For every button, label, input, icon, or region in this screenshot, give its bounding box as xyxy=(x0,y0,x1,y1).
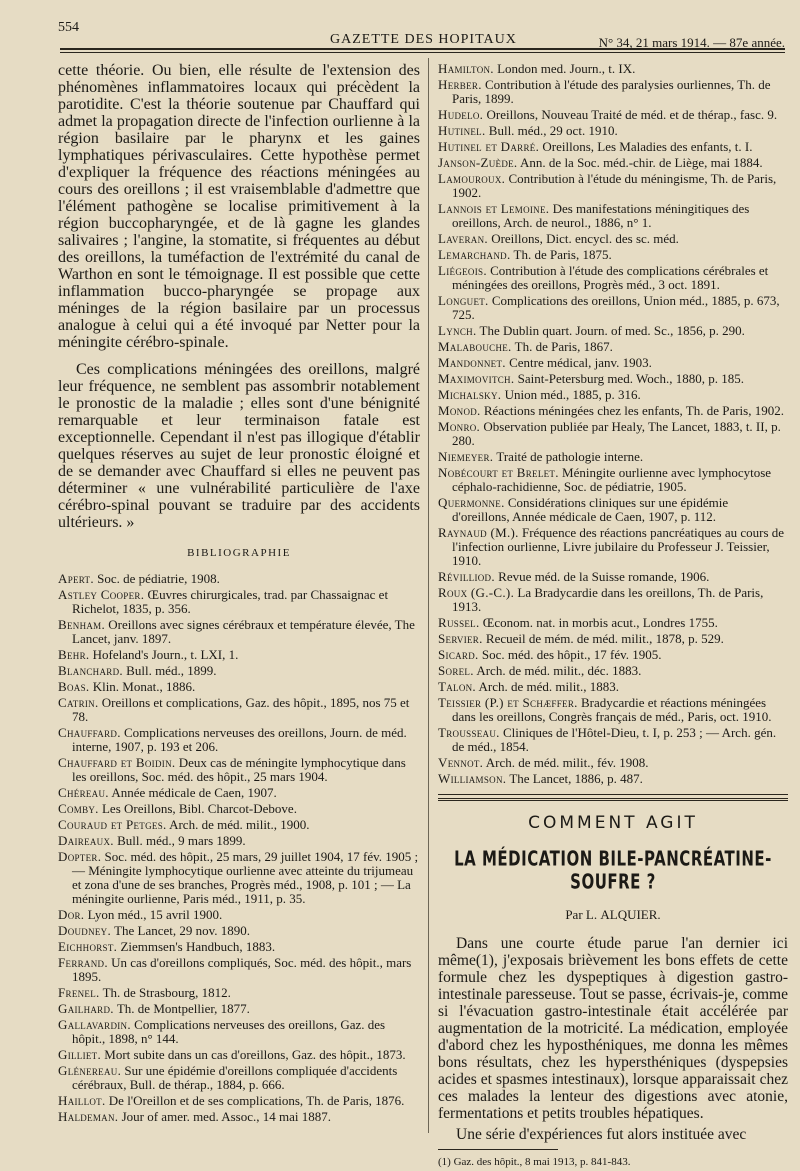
bibliography-entry xyxy=(438,404,788,418)
reference-author: Comby. xyxy=(58,801,99,816)
issue-info: N° 34, 21 mars 1914. — 87e année. xyxy=(598,35,785,50)
bibliography-entry xyxy=(58,648,420,662)
reference-text: The Lancet, 29 nov. 1890. xyxy=(114,923,251,938)
reference-text: Complications nerveuses des oreillons, Gaz. des hôpit., 1898, n° 144. xyxy=(72,1017,386,1046)
reference-author: Révilliod. xyxy=(438,569,495,584)
reference-author: Hamilton. xyxy=(438,61,494,76)
reference-text: Œconom. nat. in morbis acut., Londres 1755. xyxy=(482,615,718,630)
reference-text: Bull. méd., 9 mars 1899. xyxy=(117,833,246,848)
bibliography-entry xyxy=(438,248,788,262)
reference-text: Méningite ourlienne avec lymphocytose céphalo-rachidienne, Soc. de pédiatrie, 1905. xyxy=(452,465,772,494)
reference-text: Fréquence des réactions pancréatiques au cours de l'infection ourlienne, Livre jubilaire du Professeur J. Teissier, 1910. xyxy=(452,525,785,568)
reference-text: Saint-Petersburg med. Woch., 1880, p. 185. xyxy=(517,371,744,386)
bibliography-entry xyxy=(58,834,420,848)
reference-author: Roux (G.-C.). xyxy=(438,585,515,600)
bibliography-entry xyxy=(438,372,788,386)
reference-text: Th. de Montpellier, 1877. xyxy=(116,1001,250,1016)
bibliography-entry xyxy=(438,570,788,584)
right-column xyxy=(438,62,788,1171)
reference-author: Apert. xyxy=(58,571,94,586)
bibliography-entry xyxy=(438,340,788,354)
bibliography-entry xyxy=(438,108,788,122)
reference-text: Bull. méd., 1899. xyxy=(126,663,217,678)
bibliography-entry xyxy=(438,726,788,754)
reference-text: De l'Oreillon et de ses complications, Th. de Paris, 1876. xyxy=(108,1093,405,1108)
reference-author: Lynch. xyxy=(438,323,477,338)
bibliography-entry xyxy=(438,680,788,694)
bibliography-entry xyxy=(438,586,788,614)
reference-text: Soc. de pédiatrie, 1908. xyxy=(97,571,220,586)
reference-author: Laveran. xyxy=(438,231,488,246)
reference-text: Arch. de méd. milit., 1900. xyxy=(169,817,310,832)
reference-author: Monod. xyxy=(438,403,481,418)
bibliography-entry xyxy=(438,356,788,370)
bibliography-entry xyxy=(438,772,788,786)
reference-text: Contribution à l'étude du méningisme, Th. de Paris, 1902. xyxy=(452,171,777,200)
bibliography-entry xyxy=(58,726,420,754)
reference-author: Chéreau. xyxy=(58,785,109,800)
body-paragraph: cette théorie. Ou bien, elle résulte de l'extension des phénomènes inflammatoires locaux qui précèdent la parotidite. C'est la théorie soutenue par Chauffard qui admet la propagation directe de l'infection ourlienne à la région basilaire par le pharynx et les gaines lymphatiques périvasculaires. Cette hypothèse permet d'expliquer la fréquence des réactions méningées au cours des oreillons ; il est vraisemblable d'admettre que l'élément pathogène se localise primitivement à la région buccopharyngée, et de là gagne les glandes salivaires ; l'angine, la stomatite, si fréquentes au début des oreillons, la tuméfaction de l'extrémité du canal de Warthon en sont le témoignage. Il est possible que cette inflammation bucco-pharyngée se propage aux méninges de la région basilaire par un processus analogue à celui qui a été invoqué par Netter pour la méningite cérébro-spinale. xyxy=(58,62,420,351)
reference-text: Contribution à l'étude des paralysies ourliennes, Th. de Paris, 1899. xyxy=(452,77,771,106)
reference-author: Janson-Zuède. xyxy=(438,155,518,170)
reference-author: Haillot. xyxy=(58,1093,106,1108)
bibliography-entry xyxy=(438,632,788,646)
reference-text: Soc. méd. des hôpit., 17 fév. 1905. xyxy=(481,647,662,662)
reference-text: Ziemmsen's Handbuch, 1883. xyxy=(120,939,276,954)
body-paragraph: Ces complications méningées des oreillons, malgré leur fréquence, ne semblent pas assombrir notablement le pronostic de la maladie ; elles sont d'une bénignité remarquable et leur terminaison fatale est exceptionnelle. Cependant il n'est pas illogique d'établir quelques réserves au sujet de leur pronostic éloigné et de se demander avec Chauffard si elles ne peuvent pas déterminer « une vulnérabilité particulière de l'axe cérébro-spinal pouvant se traduire par des accidents ultérieurs. » xyxy=(58,361,420,531)
reference-author: Liégeois. xyxy=(438,263,487,278)
reference-author: Maximovitch. xyxy=(438,371,515,386)
reference-author: Dopter. xyxy=(58,849,102,864)
reference-text: Lyon méd., 15 avril 1900. xyxy=(87,907,223,922)
bibliography-entry xyxy=(58,924,420,938)
reference-author: Mandonnet. xyxy=(438,355,506,370)
reference-author: Lamouroux. xyxy=(438,171,506,186)
reference-author: Niemeyer. xyxy=(438,449,494,464)
article-title: LA MÉDICATION BILE-PANCRÉATINE-SOUFRE ? xyxy=(454,846,772,894)
reference-text: Bull. méd., 29 oct. 1910. xyxy=(488,123,618,138)
reference-author: Longuet. xyxy=(438,293,489,308)
reference-author: Eichhorst. xyxy=(58,939,118,954)
bibliography-entry xyxy=(58,850,420,906)
reference-author: Couraud et Petges. xyxy=(58,817,167,832)
bibliography-entry xyxy=(438,388,788,402)
reference-author: Daireaux. xyxy=(58,833,114,848)
reference-author: Chauffard et Boidin. xyxy=(58,755,176,770)
reference-text: Sur une épidémie d'oreillons compliquée d'accidents cérébraux, Bull. de thérap., 1884, p. 666. xyxy=(72,1063,398,1092)
bibliography-entry xyxy=(438,450,788,464)
reference-text: Arch. de méd. milit., déc. 1883. xyxy=(476,663,642,678)
bibliography-entry xyxy=(438,78,788,106)
bibliography-entry xyxy=(58,1018,420,1046)
bibliography-entry xyxy=(438,526,788,568)
reference-text: Complications nerveuses des oreillons, Journ. de méd. interne, 1907, p. 193 et 206. xyxy=(72,725,407,754)
reference-text: Revue méd. de la Suisse romande, 1906. xyxy=(498,569,710,584)
bibliography-entry xyxy=(58,986,420,1000)
reference-text: Oreillons avec signes cérébraux et température élevée, The Lancet, janv. 1897. xyxy=(72,617,415,646)
reference-text: Union méd., 1885, p. 316. xyxy=(504,387,641,402)
reference-text: Arch. de méd. milit., 1883. xyxy=(478,679,619,694)
bibliography-entry xyxy=(438,616,788,630)
reference-author: Vennot. xyxy=(438,755,484,770)
reference-author: Benham. xyxy=(58,617,106,632)
bibliography-entry xyxy=(58,1094,420,1108)
reference-author: Herber. xyxy=(438,77,482,92)
bibliography-entry xyxy=(438,696,788,724)
reference-author: Blanchard. xyxy=(58,663,123,678)
bibliography-list xyxy=(58,572,420,1124)
bibliography-entry xyxy=(438,648,788,662)
bibliography-entry xyxy=(438,466,788,494)
reference-text: Ann. de la Soc. méd.-chir. de Liège, mai 1884. xyxy=(520,155,763,170)
reference-author: Behr. xyxy=(58,647,90,662)
reference-author: Lannois et Lemoine. xyxy=(438,201,550,216)
bibliography-entry xyxy=(58,588,420,616)
reference-text: Soc. méd. des hôpit., 25 mars, 29 juillet 1904, 17 fév. 1905 ; — Méningite lymphocytique ourlienne avec atteinte du trijumeau et zona d'une de ses branches, Progrès méd., 1908, p. 101 ; — La méningite ourlienne, Paris méd., 1911, p. 35. xyxy=(72,849,419,906)
reference-author: Boas. xyxy=(58,679,90,694)
bibliography-entry xyxy=(438,62,788,76)
reference-author: Astley Cooper. xyxy=(58,587,145,602)
reference-author: Michalsky. xyxy=(438,387,502,402)
bibliography-entry xyxy=(58,680,420,694)
reference-author: Raynaud (M.). xyxy=(438,525,519,540)
reference-text: Jour of amer. med. Assoc., 14 mai 1887. xyxy=(121,1109,332,1124)
bibliography-entry xyxy=(438,124,788,138)
bibliography-entry xyxy=(438,232,788,246)
bibliography-entry xyxy=(58,1002,420,1016)
reference-author: Monro. xyxy=(438,419,481,434)
reference-text: Centre médical, janv. 1903. xyxy=(509,355,652,370)
reference-author: Chauffard. xyxy=(58,725,121,740)
bibliography-entry xyxy=(438,294,788,322)
page-number: 554 xyxy=(58,20,79,35)
reference-text: Oreillons et complications, Gaz. des hôpit., 1895, nos 75 et 78. xyxy=(72,695,410,724)
reference-text: Année médicale de Caen, 1907. xyxy=(111,785,277,800)
bibliography-entry xyxy=(58,818,420,832)
reference-text: Th. de Strasbourg, 1812. xyxy=(102,985,231,1000)
reference-author: Gilliet. xyxy=(58,1047,102,1062)
article-paragraph: Une série d'expériences fut alors instituée avec xyxy=(456,1126,747,1143)
reference-author: Quermonne. xyxy=(438,495,505,510)
reference-text: Th. de Paris, 1867. xyxy=(514,339,613,354)
reference-text: Cliniques de l'Hôtel-Dieu, t. I, p. 253 ; — Arch. gén. de méd., 1854. xyxy=(452,725,777,754)
bibliography-entry xyxy=(58,756,420,784)
reference-text: Recueil de mém. de méd. milit., 1878, p. 529. xyxy=(485,631,724,646)
reference-author: Malabouche. xyxy=(438,339,512,354)
bibliography-entry xyxy=(58,1048,420,1062)
section-rule xyxy=(438,794,788,795)
reference-author: Servier. xyxy=(438,631,483,646)
bibliography-entry xyxy=(438,756,788,770)
reference-text: London med. Journ., t. IX. xyxy=(497,61,636,76)
bibliography-entry xyxy=(438,140,788,154)
reference-text: Deux cas de méningite lymphocytique dans les oreillons, Soc. méd. des hôpit., 25 mars 1904. xyxy=(72,755,406,784)
reference-text: Observation publiée par Healy, The Lancet, 1883, t. II, p. 280. xyxy=(452,419,781,448)
article-author xyxy=(438,906,788,923)
bibliography-entry xyxy=(58,664,420,678)
footnote-rule xyxy=(438,1149,558,1150)
column-divider xyxy=(428,58,429,1133)
bibliography-entry xyxy=(58,572,420,586)
reference-author: Williamson. xyxy=(438,771,507,786)
reference-text: Bradycardie et réactions méningées dans les oreillons, Congrès français de méd., Paris, oct. 1910. xyxy=(452,695,772,724)
reference-text: Œuvres chirurgicales, trad. par Chassaignac et Richelot, 1835, p. 356. xyxy=(72,587,389,616)
footnote: (1) Gaz. des hôpit., 8 mai 1913, p. 841-843. xyxy=(438,1156,631,1168)
article-heading: COMMENT AGIT xyxy=(528,813,698,833)
left-column xyxy=(58,62,420,1126)
bibliography-list-continued xyxy=(438,62,788,786)
reference-text: The Dublin quart. Journ. of med. Sc., 1856, p. 290. xyxy=(479,323,745,338)
bibliography-entry xyxy=(438,264,788,292)
reference-author: Trousseau. xyxy=(438,725,500,740)
bibliography-entry xyxy=(58,908,420,922)
bibliography-entry xyxy=(58,786,420,800)
reference-author: Hutinel. xyxy=(438,123,486,138)
reference-author: Dor. xyxy=(58,907,85,922)
reference-text: Les Oreillons, Bibl. Charcot-Debove. xyxy=(101,801,297,816)
reference-text: Oreillons, Nouveau Traité de méd. et de thérap., fasc. 9. xyxy=(486,107,778,122)
reference-text: Hofeland's Journ., t. LXI, 1. xyxy=(92,647,239,662)
bibliography-entry xyxy=(58,802,420,816)
reference-author: Gailhard. xyxy=(58,1001,114,1016)
reference-text: Considérations cliniques sur une épidémie d'oreillons, Année médicale de Caen, 1907, p. 112. xyxy=(452,495,729,524)
bibliography-entry xyxy=(438,324,788,338)
bibliography-entry xyxy=(58,940,420,954)
reference-author: Gallavardin. xyxy=(58,1017,131,1032)
reference-text: Oreillons, Dict. encycl. des sc. méd. xyxy=(491,231,679,246)
reference-text: Oreillons, Les Maladies des enfants, t. I. xyxy=(542,139,753,154)
reference-author: Sorel. xyxy=(438,663,474,678)
bibliography-entry xyxy=(438,496,788,524)
reference-text: The Lancet, 1886, p. 487. xyxy=(509,771,643,786)
reference-text: Réactions méningées chez les enfants, Th. de Paris, 1902. xyxy=(483,403,784,418)
bibliography-heading: BIBLIOGRAPHIE xyxy=(187,547,291,559)
bibliography-entry xyxy=(438,172,788,200)
reference-author: Haldeman. xyxy=(58,1109,119,1124)
header-rule xyxy=(60,48,785,50)
bibliography-entry xyxy=(438,156,788,170)
author-name: ALQUIER. xyxy=(600,907,661,922)
page-header xyxy=(50,16,785,50)
reference-author: Sicard. xyxy=(438,647,479,662)
bibliography-entry xyxy=(58,1110,420,1124)
reference-text: Th. de Paris, 1875. xyxy=(513,247,612,262)
reference-text: Mort subite dans un cas d'oreillons, Gaz. des hôpit., 1873. xyxy=(104,1047,406,1062)
reference-author: Catrin. xyxy=(58,695,99,710)
reference-author: Teissier (P.) et Schæffer. xyxy=(438,695,578,710)
reference-text: Complications des oreillons, Union méd., 1885, p. 673, 725. xyxy=(452,293,780,322)
reference-author: Russel. xyxy=(438,615,480,630)
bibliography-entry xyxy=(58,956,420,984)
bibliography-entry xyxy=(438,202,788,230)
reference-author: Hutinel et Darré. xyxy=(438,139,540,154)
reference-text: Arch. de méd. milit., fév. 1908. xyxy=(485,755,649,770)
bibliography-entry xyxy=(438,664,788,678)
reference-text: Klin. Monat., 1886. xyxy=(92,679,196,694)
reference-author: Doudney. xyxy=(58,923,112,938)
reference-author: Nobécourt et Brelet. xyxy=(438,465,559,480)
bibliography-entry xyxy=(58,696,420,724)
reference-text: Un cas d'oreillons compliqués, Soc. méd. des hôpit., mars 1895. xyxy=(72,955,412,984)
section-rule-double xyxy=(438,798,788,801)
author-prefix: Par L. xyxy=(565,907,598,922)
reference-author: Glénereau. xyxy=(58,1063,122,1078)
reference-text: Traité de pathologie interne. xyxy=(496,449,644,464)
bibliography-entry xyxy=(58,618,420,646)
journal-title: GAZETTE DES HOPITAUX xyxy=(330,32,517,47)
reference-text: La Bradycardie dans les oreillons, Th. de Paris, 1913. xyxy=(452,585,764,614)
reference-author: Talon. xyxy=(438,679,476,694)
reference-author: Ferrand. xyxy=(58,955,108,970)
bibliography-entry xyxy=(438,420,788,448)
article-paragraph: Dans une courte étude parue l'an dernier ici même(1), j'exposais brièvement les bons effets de cette formule chez les dyspeptiques à digestion gastro-intestinale paresseuse. Tout se passe, écrivais-je, comme si l'évacuation gastro-intestinale était accélérée par augmentation de la motricité. La médication, employée d'abord chez les hyposthéniques, me donna les mêmes bons résultats, chez les hypersthéniques (dyspepsies acides et spasmes intestinaux), lorsque apparaissait chez ces malades la lenteur des digestions avec atonie, fermentations et petits troubles hépatiques. xyxy=(438,935,788,1122)
reference-text: Contribution à l'étude des complications cérébrales et méningées des oreillons, Progrès méd., 3 oct. 1891. xyxy=(452,263,769,292)
reference-author: Lemarchand. xyxy=(438,247,511,262)
header-rule-thin xyxy=(60,52,785,53)
bibliography-entry xyxy=(58,1064,420,1092)
reference-text: Des manifestations méningitiques des oreillons, Arch. de neurol., 1886, n° 1. xyxy=(452,201,750,230)
reference-author: Hudelo. xyxy=(438,107,484,122)
reference-author: Frenel. xyxy=(58,985,100,1000)
